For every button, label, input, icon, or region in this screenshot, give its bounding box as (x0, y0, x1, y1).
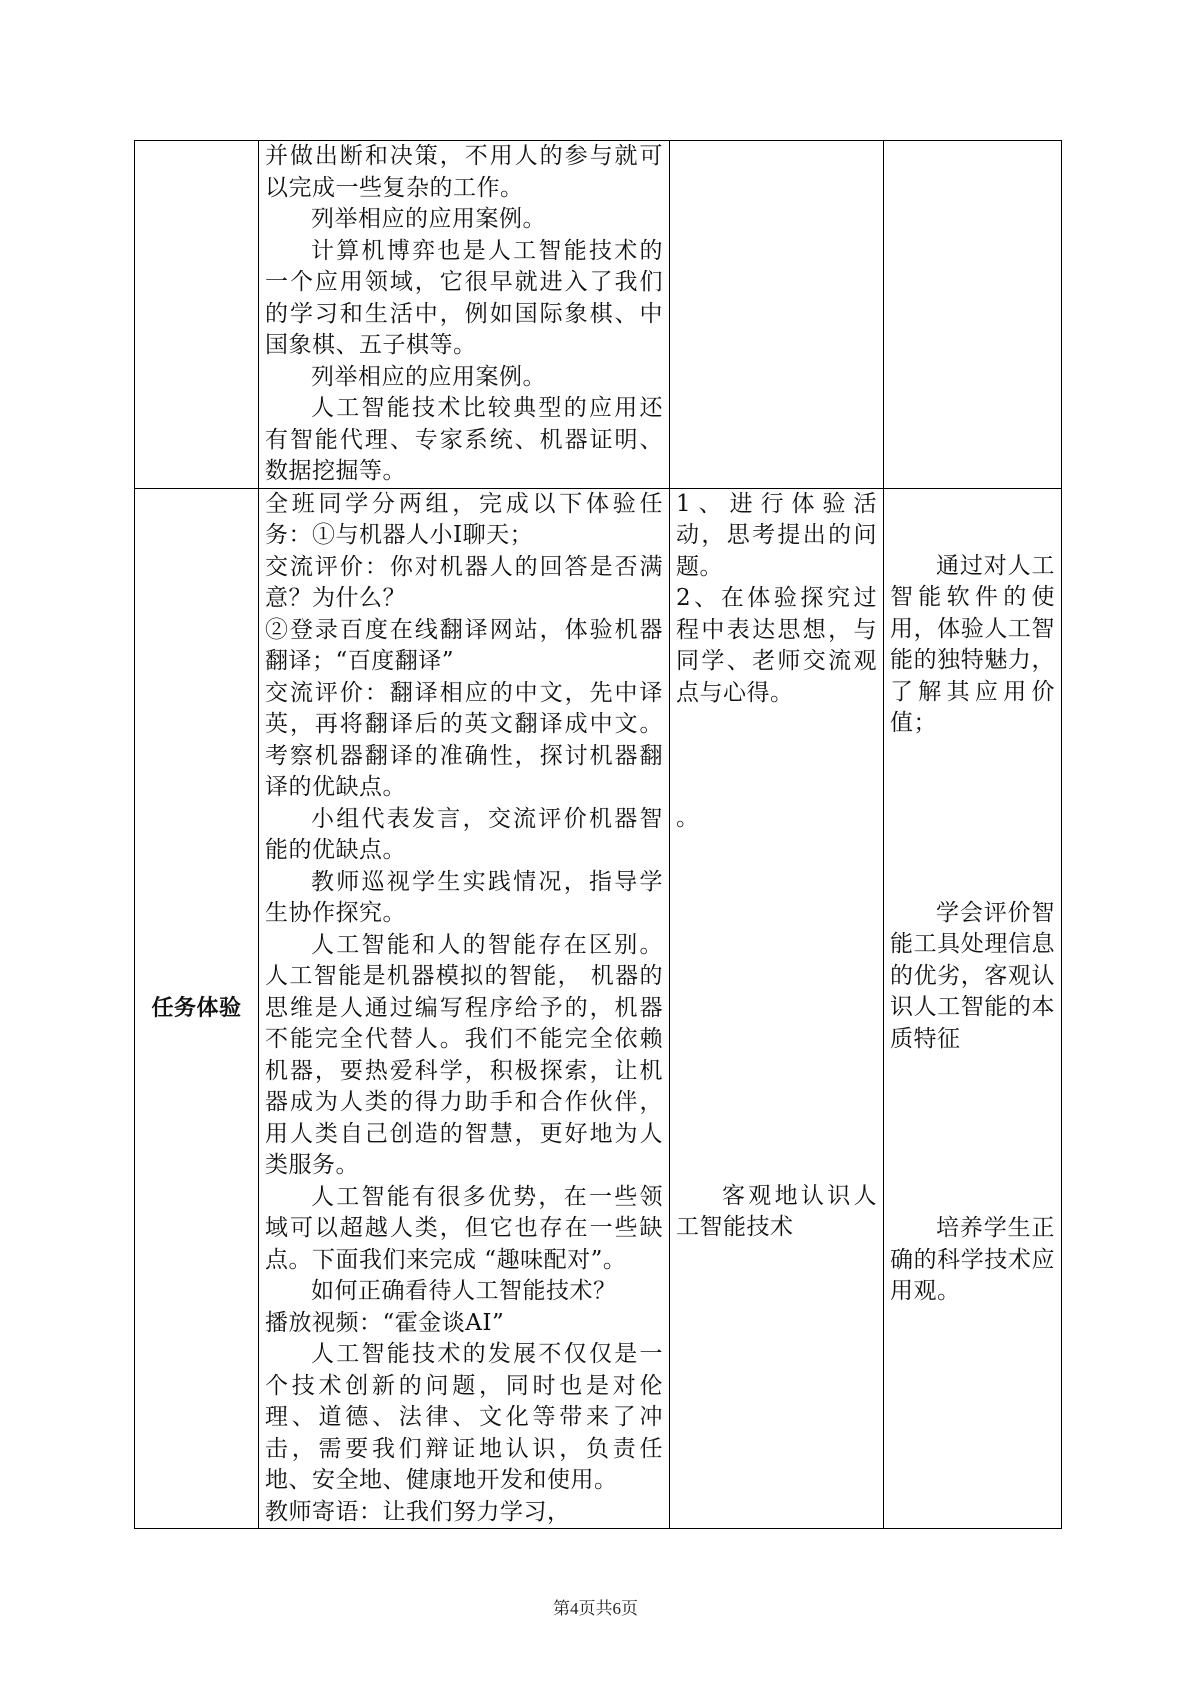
table-row (135, 141, 1062, 489)
content-paragraph: 列举相应的应用案例。 (311, 363, 546, 390)
student-activity-text: 客观地认识人工智能技术 (676, 1182, 877, 1240)
content-paragraph: 计算机博弈也是人工智能技术的一个应用领域，它很早就进入了我们的学习和生活中，例如国际象棋、中国象棋、五子棋等。 (265, 237, 663, 358)
content-paragraph: 教师巡视学生实践情况，指导学生协作探究。 (265, 868, 663, 926)
table-row (135, 488, 1062, 1529)
content-paragraph: 播放视频：“霍金谈AI” (265, 1309, 505, 1336)
student-activity-text: 。 (676, 805, 700, 831)
design-intent-cell (884, 141, 1062, 489)
row-label (135, 141, 259, 489)
teaching-content-cell (259, 488, 670, 1529)
content-paragraph: ②登录百度在线翻译网站，体验机器翻译；“百度翻译” (265, 616, 663, 674)
design-intent-text: 学会评价智能工具处理信息的优劣，客观认识人工智能的本质特征 (890, 899, 1055, 1052)
content-paragraph: 列举相应的应用案例。 (311, 206, 546, 232)
page-footer: 第4页共6页 (553, 1599, 638, 1618)
design-intent-cell (884, 488, 1062, 1529)
design-intent-text: 培养学生正确的科学技术应用观。 (890, 1215, 1055, 1304)
content-paragraph: 全班同学分两组，完成以下体验任务：①与机器人小I聊天； (265, 490, 663, 548)
row-label: 任务体验 (135, 488, 259, 1529)
design-intent-text: 通过对人工智能软件的使用，体验人工智能的独特魅力，了解其应用价值； (890, 552, 1055, 736)
content-paragraph: 人工智能技术比较典型的应用还有智能代理、专家系统、机器证明、数据挖掘等。 (265, 395, 663, 484)
content-paragraph: 交流评价：翻译相应的中文，先中译英，再将翻译后的英文翻译成中文。考察机器翻译的准确性，探讨机器翻译的优缺点。 (265, 679, 663, 800)
lesson-plan-table (134, 140, 1062, 1529)
content-paragraph: 教师寄语：让我们努力学习， (265, 1498, 571, 1525)
content-paragraph: 人工智能技术的发展不仅仅是一个技术创新的问题，同时也是对伦理、道德、法律、文化等带来了冲击，需要我们辩证地认识，负责任地、安全地、健康地开发和使用。 (265, 1341, 663, 1493)
student-activity-text: 1、进行体验活动，思考提出的问题。 (676, 490, 877, 580)
teaching-content-cell (259, 141, 670, 489)
content-paragraph: 小组代表发言，交流评价机器智能的优缺点。 (265, 805, 663, 863)
content-paragraph: 如何正确看待人工智能技术？ (311, 1278, 617, 1304)
content-paragraph: 人工智能有很多优势，在一些领域可以超越人类，但它也存在一些缺点。下面我们来完成 “趣味配对”。 (265, 1183, 663, 1273)
content-paragraph: 交流评价：你对机器人的回答是否满意？为什么？ (265, 553, 663, 611)
student-activity-cell (670, 141, 884, 489)
student-activity-cell (670, 488, 884, 1529)
content-paragraph: 并做出断和决策，不用人的参与就可以完成一些复杂的工作。 (265, 143, 663, 201)
content-paragraph: 人工智能和人的智能存在区别。人工智能是机器模拟的智能， 机器的思维是人通过编写程序给予的，机器不能完全代替人。我们不能完全依赖机器，要热爱科学，积极探索，让机器成为人类的得力助手和合作伙伴，用人类自己创造的智慧，更好地为人类服务。 (265, 931, 663, 1178)
student-activity-text: 2、在体验探究过程中表达思想，与同学、老师交流观点与心得。 (676, 585, 877, 706)
